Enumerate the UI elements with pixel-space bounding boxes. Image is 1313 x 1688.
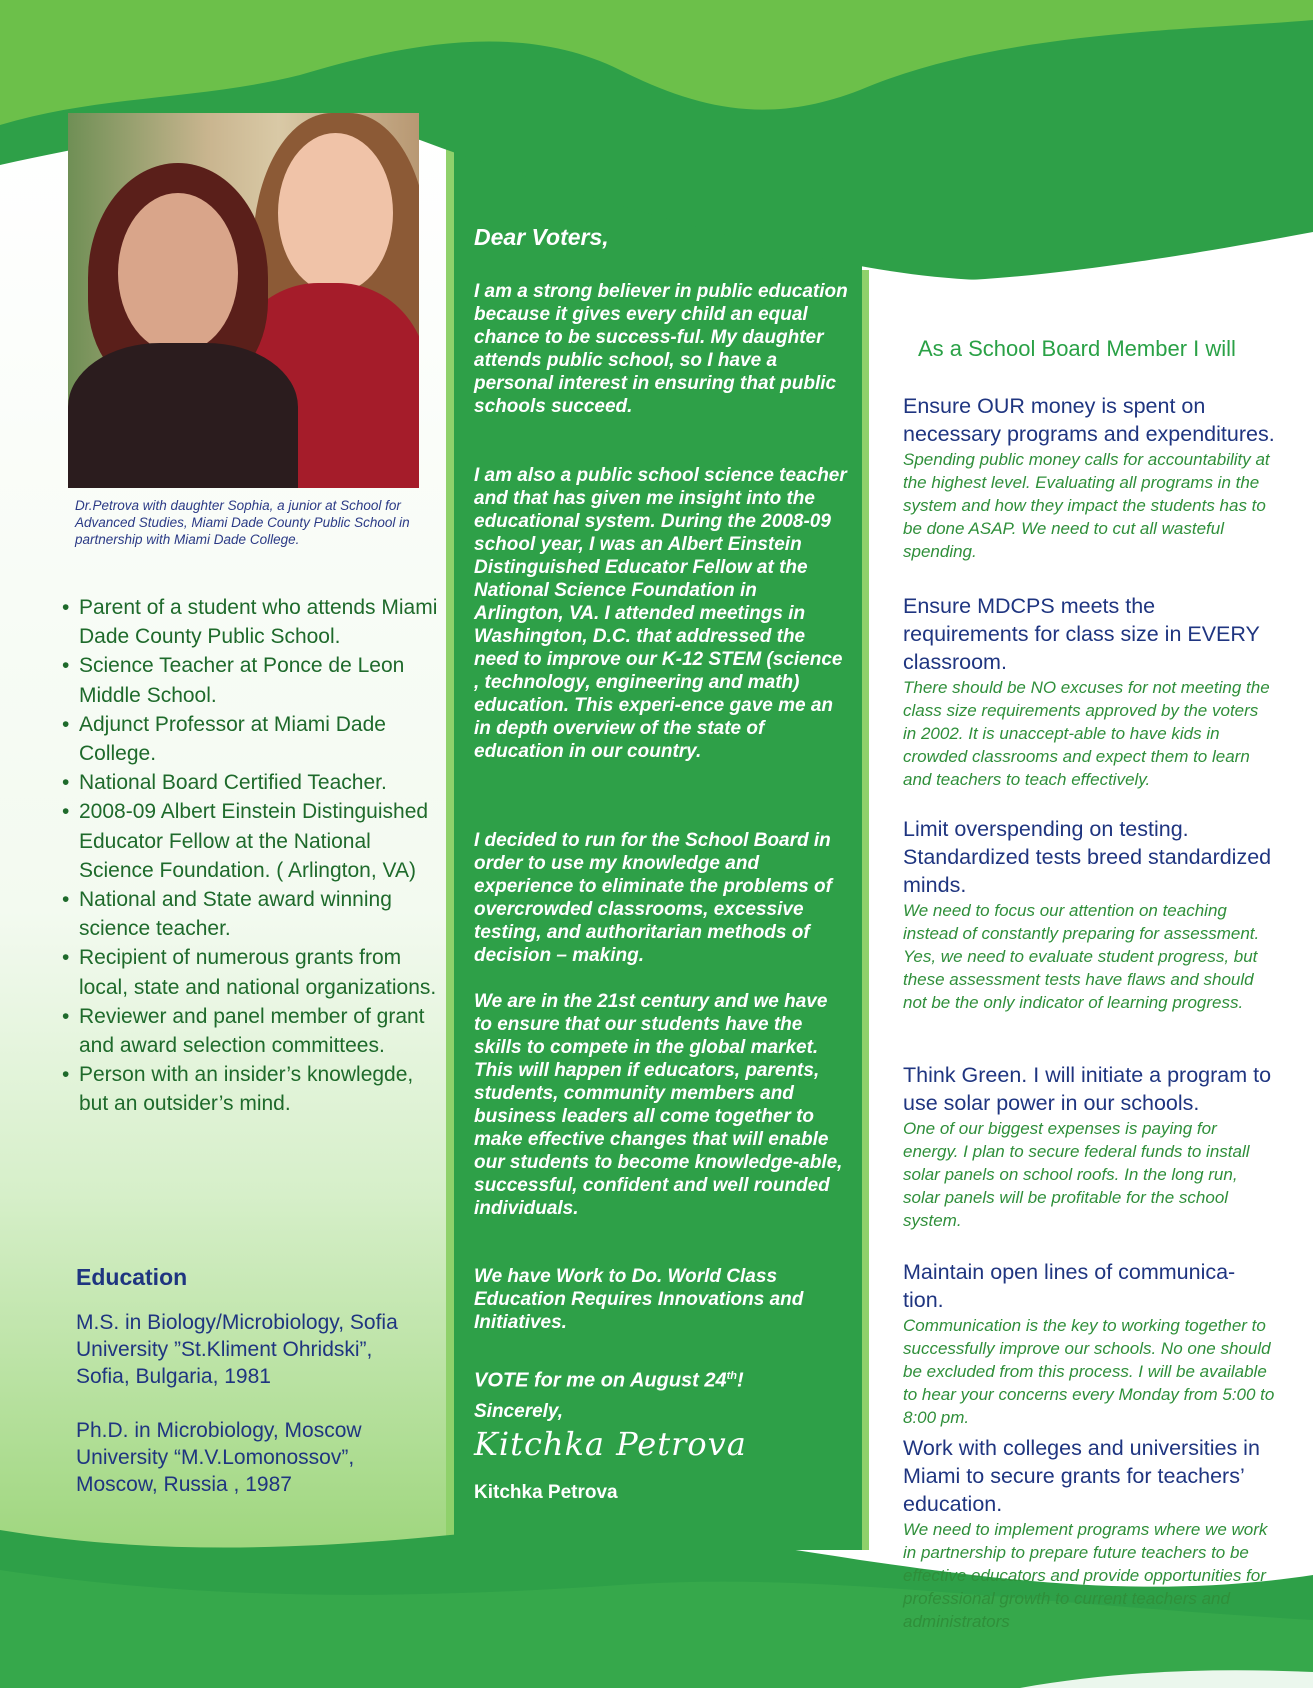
- platform-item: [903, 1434, 1275, 1633]
- platform-item-body: Spending public money calls for accountability at the highest level. Evaluating all programs in the system and how they impact the students has to be done ASAP. We need to cut all wasteful spending.: [903, 450, 1270, 561]
- handwritten-signature: Kitchka Petrova: [474, 1425, 747, 1463]
- platform-item-heading: Limit overspending on testing. Standardized tests breed standardized minds.: [903, 817, 1272, 897]
- platform-item-body: There should be NO excuses for not meeting the class size requirements approved by the voters in 2002. It is unaccept-able to have kids in crowded classrooms and expect them to learn and teachers to teach effectively.: [903, 678, 1270, 789]
- education-degree-ms: M.S. in Biology/Microbiology, Sofia University ”St.Kliment Ohridski”, Sofia, Bulgaria, 1981: [76, 1311, 398, 1388]
- platform-item-body: One of our biggest expenses is paying for energy. I plan to secure federal funds to install solar panels on school roofs. In the long run, solar panels will be profitable for the school system.: [903, 1119, 1250, 1230]
- education-degree-phd: Ph.D. in Microbiology, Moscow University “M.V.Lomonossov”, Moscow, Russia , 1987: [76, 1419, 362, 1496]
- list-item: • Adjunct Professor at Miami Dade College.: [58, 710, 438, 768]
- vote-text: VOTE for me on August 24: [474, 1369, 727, 1392]
- list-item: • Science Teacher at Ponce de Leon Middle School.: [58, 651, 438, 709]
- list-item: • Parent of a student who attends Miami Dade County Public School.: [58, 593, 438, 651]
- letter-paragraph: I decided to run for the School Board in order to use my knowledge and experience to eliminate the problems of overcrowded classrooms, excessive testing, and authoritarian methods of decision – making.: [474, 830, 832, 966]
- platform-item: [903, 815, 1275, 1014]
- platform-item-body: We need to implement programs where we work in partnership to prepare future teachers to be effective educators and provide opportunities for professional growth to current teachers and administrators: [903, 1520, 1268, 1631]
- platform-item-body: We need to focus our attention on teaching instead of constantly preparing for assessment. Yes, we need to evaluate student progress, but these assessment tests have flaws and should not be the only indicator of learning progress.: [903, 901, 1260, 1012]
- platform-item-body: Communication is the key to working together to successfully improve our schools. No one should be excluded from this process. I will be available to hear your concerns every Monday from 5:00 to 8:00 pm.: [903, 1316, 1275, 1427]
- qualifications-list: [58, 593, 438, 1119]
- vote-exclamation: !: [737, 1369, 744, 1392]
- letter-paragraph: I am a strong believer in public education because it gives every child an equal chance to be success-ful. My daughter attends public school, so I have a personal interest in ensuring that public schools succeed.: [474, 281, 848, 417]
- letter-paragraph: We have Work to Do. World Class Education Requires Innovations and Initiatives.: [474, 1266, 804, 1333]
- platform-title: As a School Board Member I will: [918, 336, 1236, 361]
- platform-item: [903, 592, 1275, 791]
- platform-item: [903, 1258, 1275, 1429]
- platform-item-heading: Work with colleges and universities in Miami to secure grants for teachers’ education.: [903, 1436, 1260, 1516]
- candidate-photo: [68, 113, 419, 488]
- letter-paragraph: I am also a public school science teacher and that has given me insight into the educational system. During the 2008-09 school year, I was an Albert Einstein Distinguished Educator Fellow at the National Science Foundation in Arlington, VA. I attended meetings in Washington, D.C. that addressed the need to improve our K-12 STEM (science , technology, engineering and math) education. This experi-ence gave me an in depth overview of the state of education in our country.: [474, 465, 847, 762]
- platform-item-heading: Ensure MDCPS meets the requirements for class size in EVERY classroom.: [903, 594, 1260, 674]
- vote-line: [474, 1365, 849, 1393]
- letter-paragraph: We are in the 21st century and we have to ensure that our students have the skills to compete in the global market. This will happen if educators, parents, students, community members and business leaders all come together to make effective changes that will enable our students to become knowledge-able, successful, confident and well rounded individuals.: [474, 991, 843, 1219]
- photo-caption: Dr.Petrova with daughter Sophia, a junior at School for Advanced Studies, Miami Dade County Public School in partnership with Miami Dade College.: [75, 498, 410, 547]
- education-heading: Education: [76, 1264, 188, 1290]
- mother-jacket: [68, 343, 298, 488]
- list-item: • National Board Certified Teacher.: [58, 768, 438, 797]
- platform-item-heading: Maintain open lines of communica-tion.: [903, 1260, 1236, 1312]
- letter-closing: Sincerely,: [474, 1401, 564, 1422]
- platform-item: [903, 1061, 1275, 1232]
- platform-item-heading: Ensure OUR money is spent on necessary programs and expenditures.: [903, 394, 1275, 446]
- list-item: • National and State award winning science teacher.: [58, 885, 438, 943]
- list-item: • 2008-09 Albert Einstein Distinguished Educator Fellow at the National Science Foundation. ( Arlington, VA): [58, 797, 438, 885]
- list-item: • Recipient of numerous grants from local, state and national organizations.: [58, 943, 438, 1001]
- mother-face: [118, 193, 238, 353]
- list-item: • Reviewer and panel member of grant and award selection committees.: [58, 1002, 438, 1060]
- letter-greeting: Dear Voters,: [474, 224, 609, 250]
- list-item: • Person with an insider’s knowlegde, but an outsider’s mind.: [58, 1060, 438, 1118]
- candidate-name: Kitchka Petrova: [474, 1482, 618, 1503]
- platform-item-heading: Think Green. I will initiate a program to use solar power in our schools.: [903, 1063, 1272, 1115]
- platform-item: [903, 392, 1275, 563]
- daughter-face: [278, 133, 393, 293]
- vote-superscript: th: [726, 1370, 738, 1382]
